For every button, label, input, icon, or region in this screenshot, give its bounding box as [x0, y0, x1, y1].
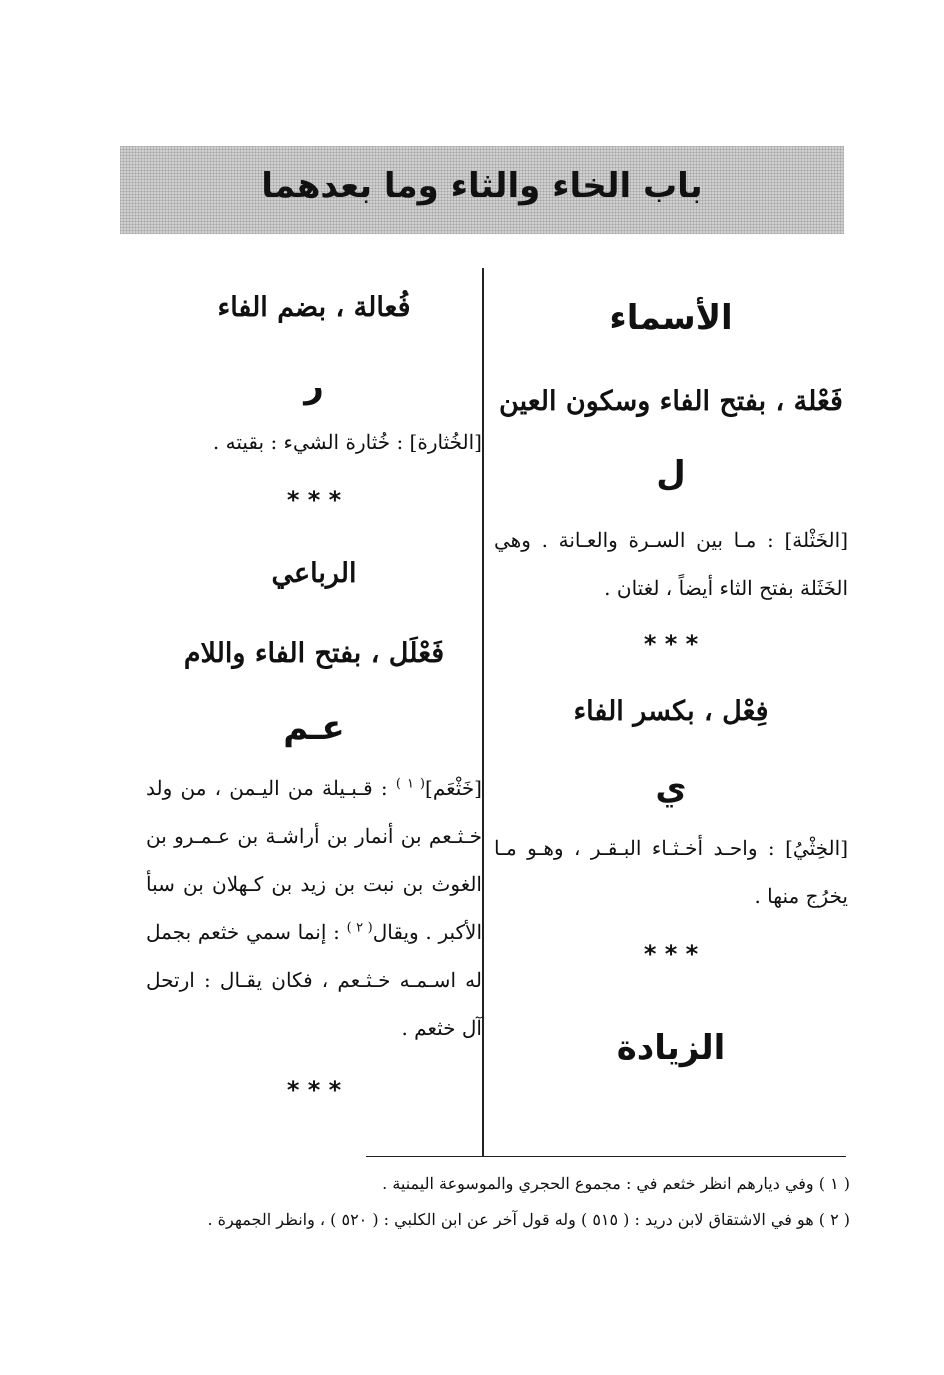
chapter-banner	[120, 146, 844, 234]
section-heading-ziyada: الزيادة	[616, 1028, 726, 1068]
separator-stars	[146, 1076, 482, 1104]
entry-khuthara: [الخُثارة] : خُثارة الشيء : بقيته .	[212, 430, 482, 454]
chapter-title: باب الخاء والثاء وما بعدهما	[261, 166, 703, 206]
star-separator: * * *	[643, 630, 699, 658]
root-letter-ya: ي	[655, 768, 687, 808]
footnote-ref-2: ( ٢ )	[346, 920, 373, 936]
separator-stars	[494, 940, 848, 968]
footnote-2: ( ٢ ) هو في الاشتقاق لابن دريد : ( ٥١٥ ) وله قول آخر عن ابن الكلبي : ( ٥٢٠ ) ، وانظر الجمهرة .	[207, 1210, 850, 1229]
footnote-1: ( ١ ) وفي ديارهم انظر خثعم في : مجموع الحجري والموسوعة اليمنية .	[382, 1174, 850, 1193]
footnotes	[200, 1166, 850, 1238]
footnote-ref-1: ( ١ )	[395, 776, 426, 792]
pattern-heading-falah: فَعْلة ، بفتح الفاء وسكون العين	[499, 386, 843, 417]
pattern-heading-fuala: فُعالة ، بضم الفاء	[217, 292, 411, 323]
separator-stars	[494, 630, 848, 658]
star-separator: * * *	[286, 1076, 342, 1104]
entry-khithy: [الخِثْيُ] : واحـد أخـثـاء البـقـر ، وهـو مـا يخرُج منها .	[494, 836, 848, 908]
separator-stars	[146, 486, 482, 514]
section-heading-nouns: الأسماء	[609, 298, 733, 338]
section-heading-rubai: الرباعي	[271, 558, 357, 589]
root-letter-ra: ر	[304, 366, 324, 406]
root-letter-lam: ل	[656, 454, 686, 494]
pattern-heading-fil: فِعْل ، بكسر الفاء	[573, 696, 769, 727]
pattern-heading-falal: فَعْلَل ، بفتح الفاء واللام	[183, 638, 445, 669]
entry-term: [خَثْعَم]	[425, 776, 482, 800]
entry-khathla: [الخَثْلة] : مـا بين السـرة والعـانة . وهي الخَثَلة بفتح الثاء أيضاً ، لغتان .	[494, 528, 848, 600]
entry-khatham	[146, 764, 482, 1052]
star-separator: * * *	[643, 940, 699, 968]
entry-text-part2: : إنما سمي خثعم بجمل له اسـمـه خـثـعم ، فكان يقـال : ارتحل آل خثعم .	[146, 920, 482, 1040]
column-divider	[482, 268, 484, 1156]
footnote-rule	[366, 1156, 846, 1157]
entry-text-part1: : قـبـيلة من اليـمن ، من ولد خـثـعم بن أنمار بن أراشـة بن عـمـرو بن الغوث بن نبت بن زيد بن كـهلان بن سبأ الأكبر . ويقال	[146, 776, 483, 944]
root-letters-ayn-mim: عـم	[283, 708, 345, 748]
star-separator: * * *	[286, 486, 342, 514]
